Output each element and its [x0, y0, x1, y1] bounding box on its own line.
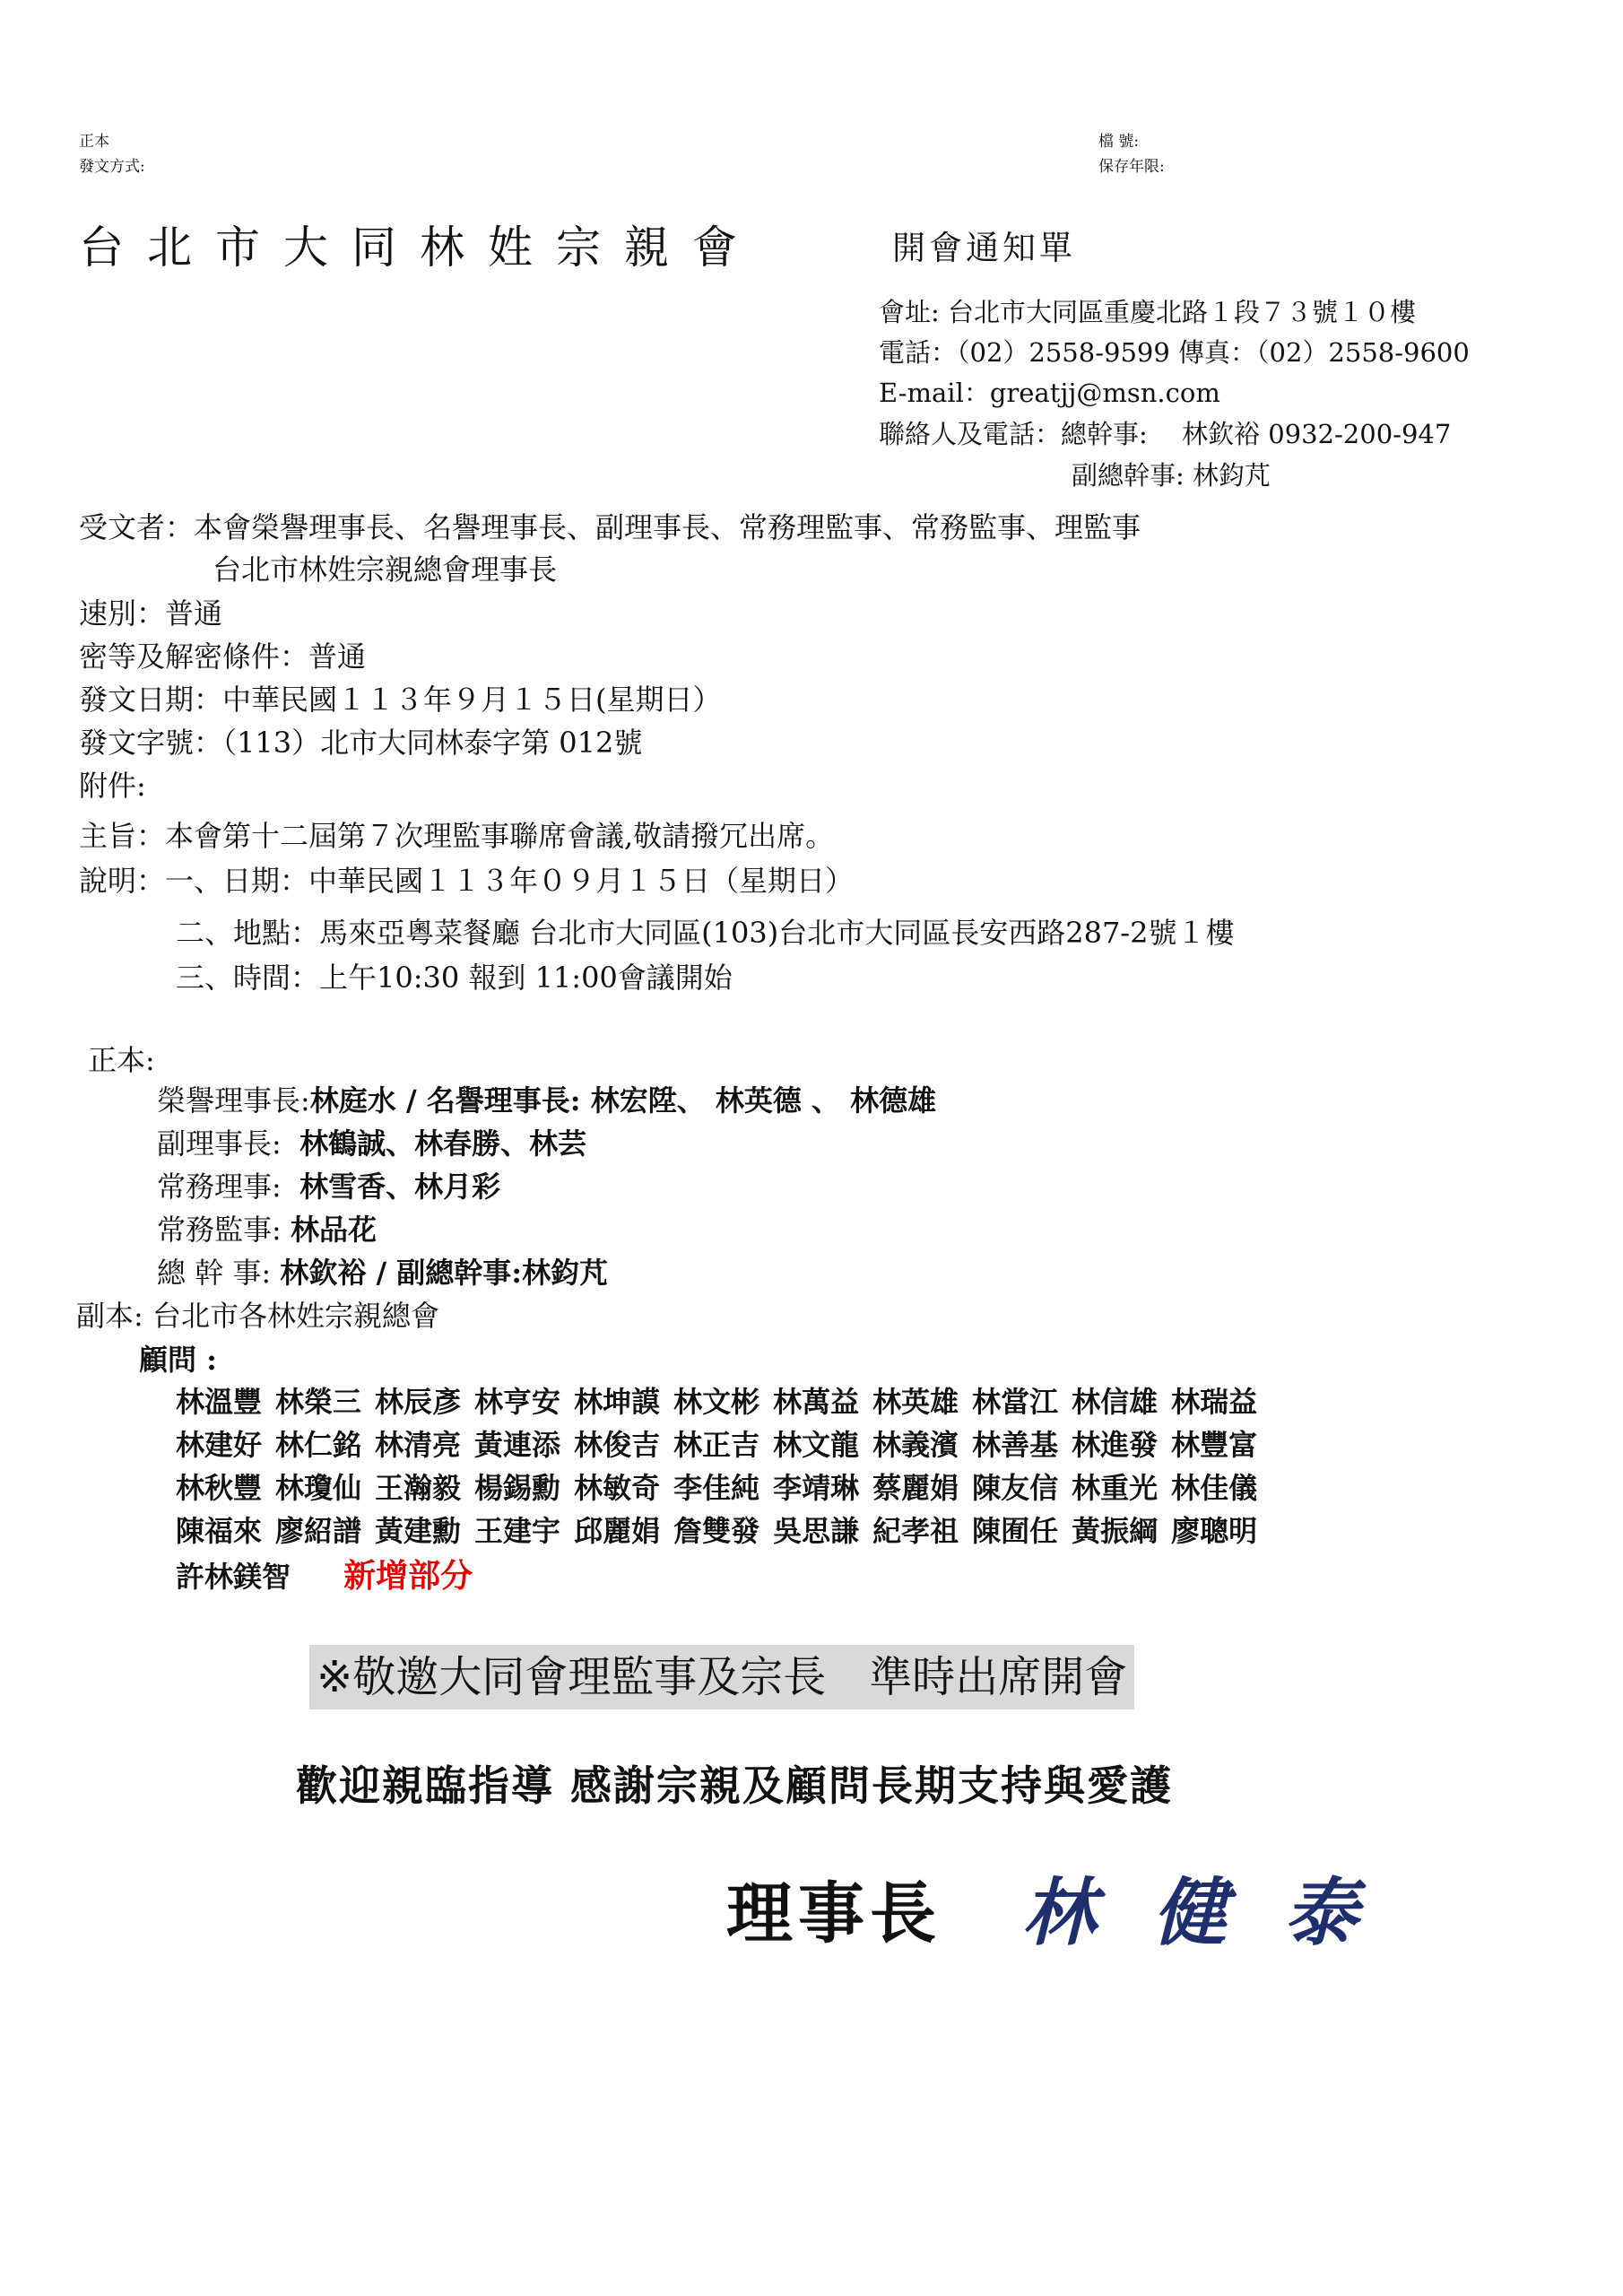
advisor-name: 黃連添 — [474, 1428, 561, 1462]
chairman-signature-name: 林健泰 — [1022, 1870, 1415, 1956]
advisor-name: 林善基 — [972, 1428, 1059, 1462]
advisor-name: 林正吉 — [673, 1428, 760, 1462]
advisor-last-row — [176, 1556, 473, 1596]
advisor-name: 王瀚毅 — [375, 1471, 462, 1505]
advisor-name: 黃建勳 — [375, 1514, 462, 1548]
advisor-name: 楊錫勳 — [474, 1471, 561, 1505]
advisor-name: 吳思謙 — [773, 1514, 860, 1548]
explanation-line1: 說明：一、日期：中華民國１１３年０９月１５日（星期日） — [79, 864, 855, 898]
advisor-name: 林重光 — [1072, 1471, 1159, 1505]
new-additions-note: 新增部分 — [343, 1557, 473, 1595]
advisor-name: 林瓊仙 — [275, 1471, 362, 1505]
standing-directors-names: 林雪香、林月彩 — [299, 1170, 501, 1204]
chairman-title: 理事長 — [726, 1875, 942, 1952]
advisor-name: 陳福來 — [176, 1514, 263, 1548]
advisor-name: 林清亮 — [375, 1428, 462, 1462]
advisor-name: 陳囿任 — [972, 1514, 1059, 1548]
advisor-name: 李靖琳 — [773, 1471, 860, 1505]
standing-directors-label: 常務理事: — [157, 1170, 282, 1204]
advisor-name: 李佳純 — [673, 1471, 760, 1505]
org-phone: 電話：（02）2558-9599 傳真：（02）2558-9600 — [879, 337, 1470, 368]
advisor-name: 廖紹譜 — [275, 1514, 362, 1548]
advisor-name: 蔡麗娟 — [872, 1471, 959, 1505]
advisor-row — [176, 1468, 1271, 1508]
attendance-banner: ※敬邀大同會理監事及宗長 準時出席開會 — [309, 1645, 1134, 1709]
standing-directors-row — [157, 1167, 500, 1206]
file-number-label: 檔 號: — [1098, 133, 1140, 151]
advisor-name: 王建宇 — [474, 1514, 561, 1548]
advisor-name: 邱麗娟 — [574, 1514, 661, 1548]
advisor-name: 林亨安 — [474, 1385, 561, 1419]
standing-supervisor-row — [157, 1210, 377, 1249]
vice-names: 林鶴誠、林春勝、林芸 — [299, 1126, 587, 1161]
advisor-name: 林文龍 — [773, 1428, 860, 1462]
recipients-line1: 受文者：本會榮譽理事長、名譽理事長、副理事長、常務理監事、常務監事、理監事 — [79, 510, 1141, 544]
advisor-name: 林瑞益 — [1171, 1385, 1258, 1419]
advisors-label: 顧問 : — [139, 1343, 217, 1377]
dispatch-method-label: 發文方式: — [79, 158, 145, 176]
contact-person: 聯絡人及電話：總幹事: 林欽裕 0932-200-947 — [879, 419, 1452, 449]
advisor-name: 廖聰明 — [1171, 1514, 1258, 1548]
honorary-names: 林庭水 / 名譽理事長: 林宏陞、 林英德 、 林德雄 — [309, 1083, 937, 1118]
advisor-row — [176, 1511, 1271, 1551]
doc-number-field: 發文字號：（113）北市大同林泰字第 012號 — [79, 726, 643, 760]
advisor-name: 林佳儀 — [1171, 1471, 1258, 1505]
welcome-message: 歡迎親臨指導 感謝宗親及顧問長期支持與愛護 — [296, 1761, 1174, 1810]
copy-label: 正本 — [79, 133, 109, 151]
advisor-name: 林坤謨 — [574, 1385, 661, 1419]
explanation-line3: 三、時間：上午10:30 報到 11:00會議開始 — [176, 961, 733, 995]
retention-label: 保存年限: — [1098, 158, 1165, 176]
advisor-name: 林信雄 — [1072, 1385, 1159, 1419]
advisor-name: 紀孝祖 — [872, 1514, 959, 1548]
attachment-field: 附件: — [79, 769, 146, 803]
advisor-name: 林義濱 — [872, 1428, 959, 1462]
recipients-line2: 台北市林姓宗親總會理事長 — [213, 552, 558, 587]
issue-date-field: 發文日期：中華民國１１３年９月１５日(星期日） — [79, 683, 722, 717]
doc-type: 開會通知單 — [892, 229, 1076, 267]
advisor-name: 林仁銘 — [275, 1428, 362, 1462]
org-email: E-mail：greatjj@msn.com — [879, 378, 1220, 408]
advisor-name: 林榮三 — [275, 1385, 362, 1419]
deputy-contact: 副總幹事: 林鈞芃 — [1072, 460, 1271, 491]
advisor-name: 林俊吉 — [574, 1428, 661, 1462]
advisor-name: 林溫豐 — [176, 1385, 263, 1419]
advisor-row — [176, 1382, 1271, 1422]
advisor-name: 林萬益 — [773, 1385, 860, 1419]
vice-row — [157, 1124, 586, 1163]
subject-line: 主旨：本會第十二屆第７次理監事聯席會議,敬請撥冗出席。 — [79, 819, 835, 853]
speed-field: 速別：普通 — [79, 596, 223, 631]
explanation-line2: 二、地點：馬來亞粵菜餐廳 台北市大同區(103)台北市大同區長安西路287-2號１樓 — [176, 916, 1235, 950]
secrecy-field: 密等及解密條件：普通 — [79, 639, 367, 674]
advisor-name: 林豐富 — [1171, 1428, 1258, 1462]
advisor-name: 林文彬 — [673, 1385, 760, 1419]
advisor-name: 林辰彥 — [375, 1385, 462, 1419]
advisor-row — [176, 1425, 1271, 1465]
advisor-name: 林敏奇 — [574, 1471, 661, 1505]
standing-supervisor-label: 常務監事: — [157, 1213, 282, 1247]
standing-supervisor-names: 林品花 — [290, 1213, 377, 1247]
advisor-name: 林秋豐 — [176, 1471, 263, 1505]
org-address: 會址: 台北市大同區重慶北路１段７３號１０樓 — [879, 297, 1416, 327]
advisor-name: 許林鎂智 — [176, 1560, 291, 1594]
advisor-name: 詹雙發 — [673, 1514, 760, 1548]
advisor-name: 林建好 — [176, 1428, 263, 1462]
advisor-name: 林當江 — [972, 1385, 1059, 1419]
secretary-label: 總 幹 事: — [157, 1256, 272, 1290]
vice-label: 副理事長: — [157, 1126, 282, 1161]
cc-line: 副本: 台北市各林姓宗親總會 — [76, 1299, 439, 1333]
secretary-row — [157, 1253, 608, 1292]
advisor-name: 林英雄 — [872, 1385, 959, 1419]
honorary-row — [157, 1081, 936, 1120]
secretary-names: 林欽裕 / 副總幹事:林鈞芃 — [280, 1256, 609, 1290]
advisor-name: 陳友信 — [972, 1471, 1059, 1505]
advisor-name: 林進發 — [1072, 1428, 1159, 1462]
honorary-label: 榮譽理事長: — [157, 1083, 310, 1118]
main-copy-label: 正本: — [88, 1043, 155, 1077]
org-title: 台北市大同林姓宗親會 — [79, 222, 760, 274]
advisor-name: 黃振綱 — [1072, 1514, 1159, 1548]
